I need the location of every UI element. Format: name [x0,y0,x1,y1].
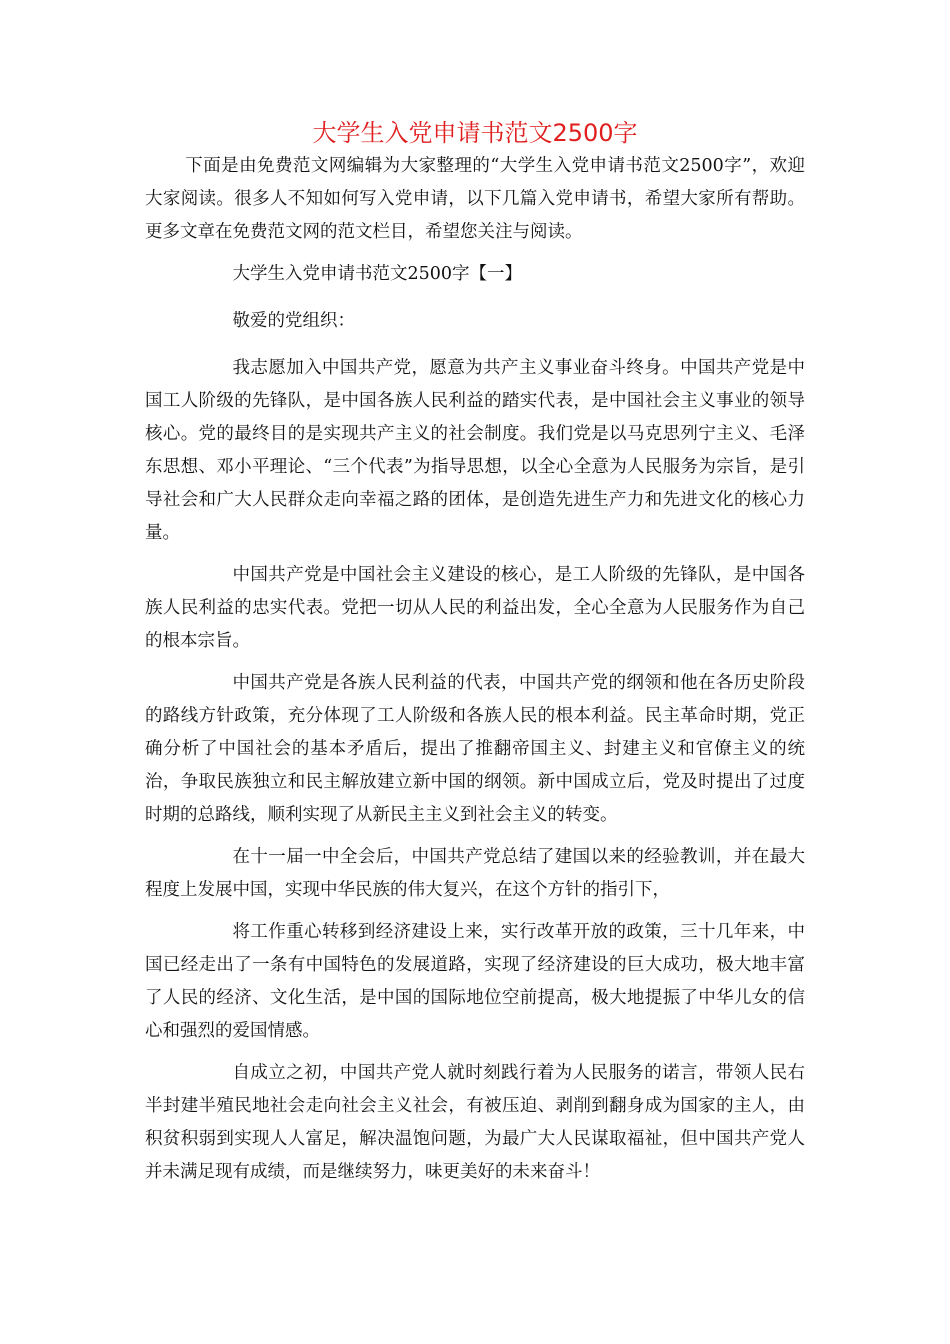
body-paragraph: 自成立之初，中国共产党人就时刻践行着为人民服务的诺言，带领人民右半封建半殖民地社会走向社会主义社会，有被压迫、剥削到翻身成为国家的主人，由积贫积弱到实现人人富足，解决温饱问题，为最广大人民谋取福祉，但中国共产党人并未满足现有成绩，而是继续努力，味更美好的未来奋斗！ [145,1063,805,1182]
document-body [145,150,805,1198]
greeting-line: 敬爱的党组织： [232,311,355,331]
body-paragraph: 我志愿加入中国共产党，愿意为共产主义事业奋斗终身。中国共产党是中国工人阶级的先锋队，是中国各族人民利益的踏实代表，是中国社会主义事业的领导核心。党的最终目的是实现共产主义的社会制度。我们党是以马克思列宁主义、毛泽东思想、邓小平理论、“三个代表”为指导思想，以全心全意为人民服务为宗旨，是引导社会和广大人民群众走向幸福之路的团体，是创造先进生产力和先进文化的核心力量。 [145,358,805,543]
intro-paragraph: 下面是由免费范文网编辑为大家整理的“大学生入党申请书范文2500字”，欢迎大家阅读。很多人不知如何写入党申请，以下几篇入党申请书，希望大家所有帮助。更多文章在免费范文网的范文栏目，希望您关注与阅读。 [145,156,805,242]
body-paragraph: 中国共产党是中国社会主义建设的核心，是工人阶级的先锋队，是中国各族人民利益的忠实代表。党把一切从人民的利益出发，全心全意为人民服务作为自己的根本宗旨。 [145,565,805,651]
section-heading: 大学生入党申请书范文2500字【一】 [232,264,523,284]
body-paragraph: 在十一届一中全会后，中国共产党总结了建国以来的经验教训，并在最大程度上发展中国，实现中华民族的伟大复兴，在这个方针的指引下， [145,847,805,900]
body-paragraph: 中国共产党是各族人民利益的代表，中国共产党的纲领和他在各历史阶段的路线方针政策，充分体现了工人阶级和各族人民的根本利益。民主革命时期，党正确分析了中国社会的基本矛盾后，提出了推翻帝国主义、封建主义和官僚主义的统治，争取民族独立和民主解放建立新中国的纲领。新中国成立后，党及时提出了过度时期的总路线，顺利实现了从新民主主义到社会主义的转变。 [145,673,805,825]
body-paragraph: 将工作重心转移到经济建设上来，实行改革开放的政策，三十几年来，中国已经走出了一条有中国特色的发展道路，实现了经济建设的巨大成功，极大地丰富了人民的经济、文化生活，是中国的国际地位空前提高，极大地提振了中华儿女的信心和强烈的爱国情感。 [145,922,805,1041]
document-title: 大学生入党申请书范文2500字 [312,119,638,147]
